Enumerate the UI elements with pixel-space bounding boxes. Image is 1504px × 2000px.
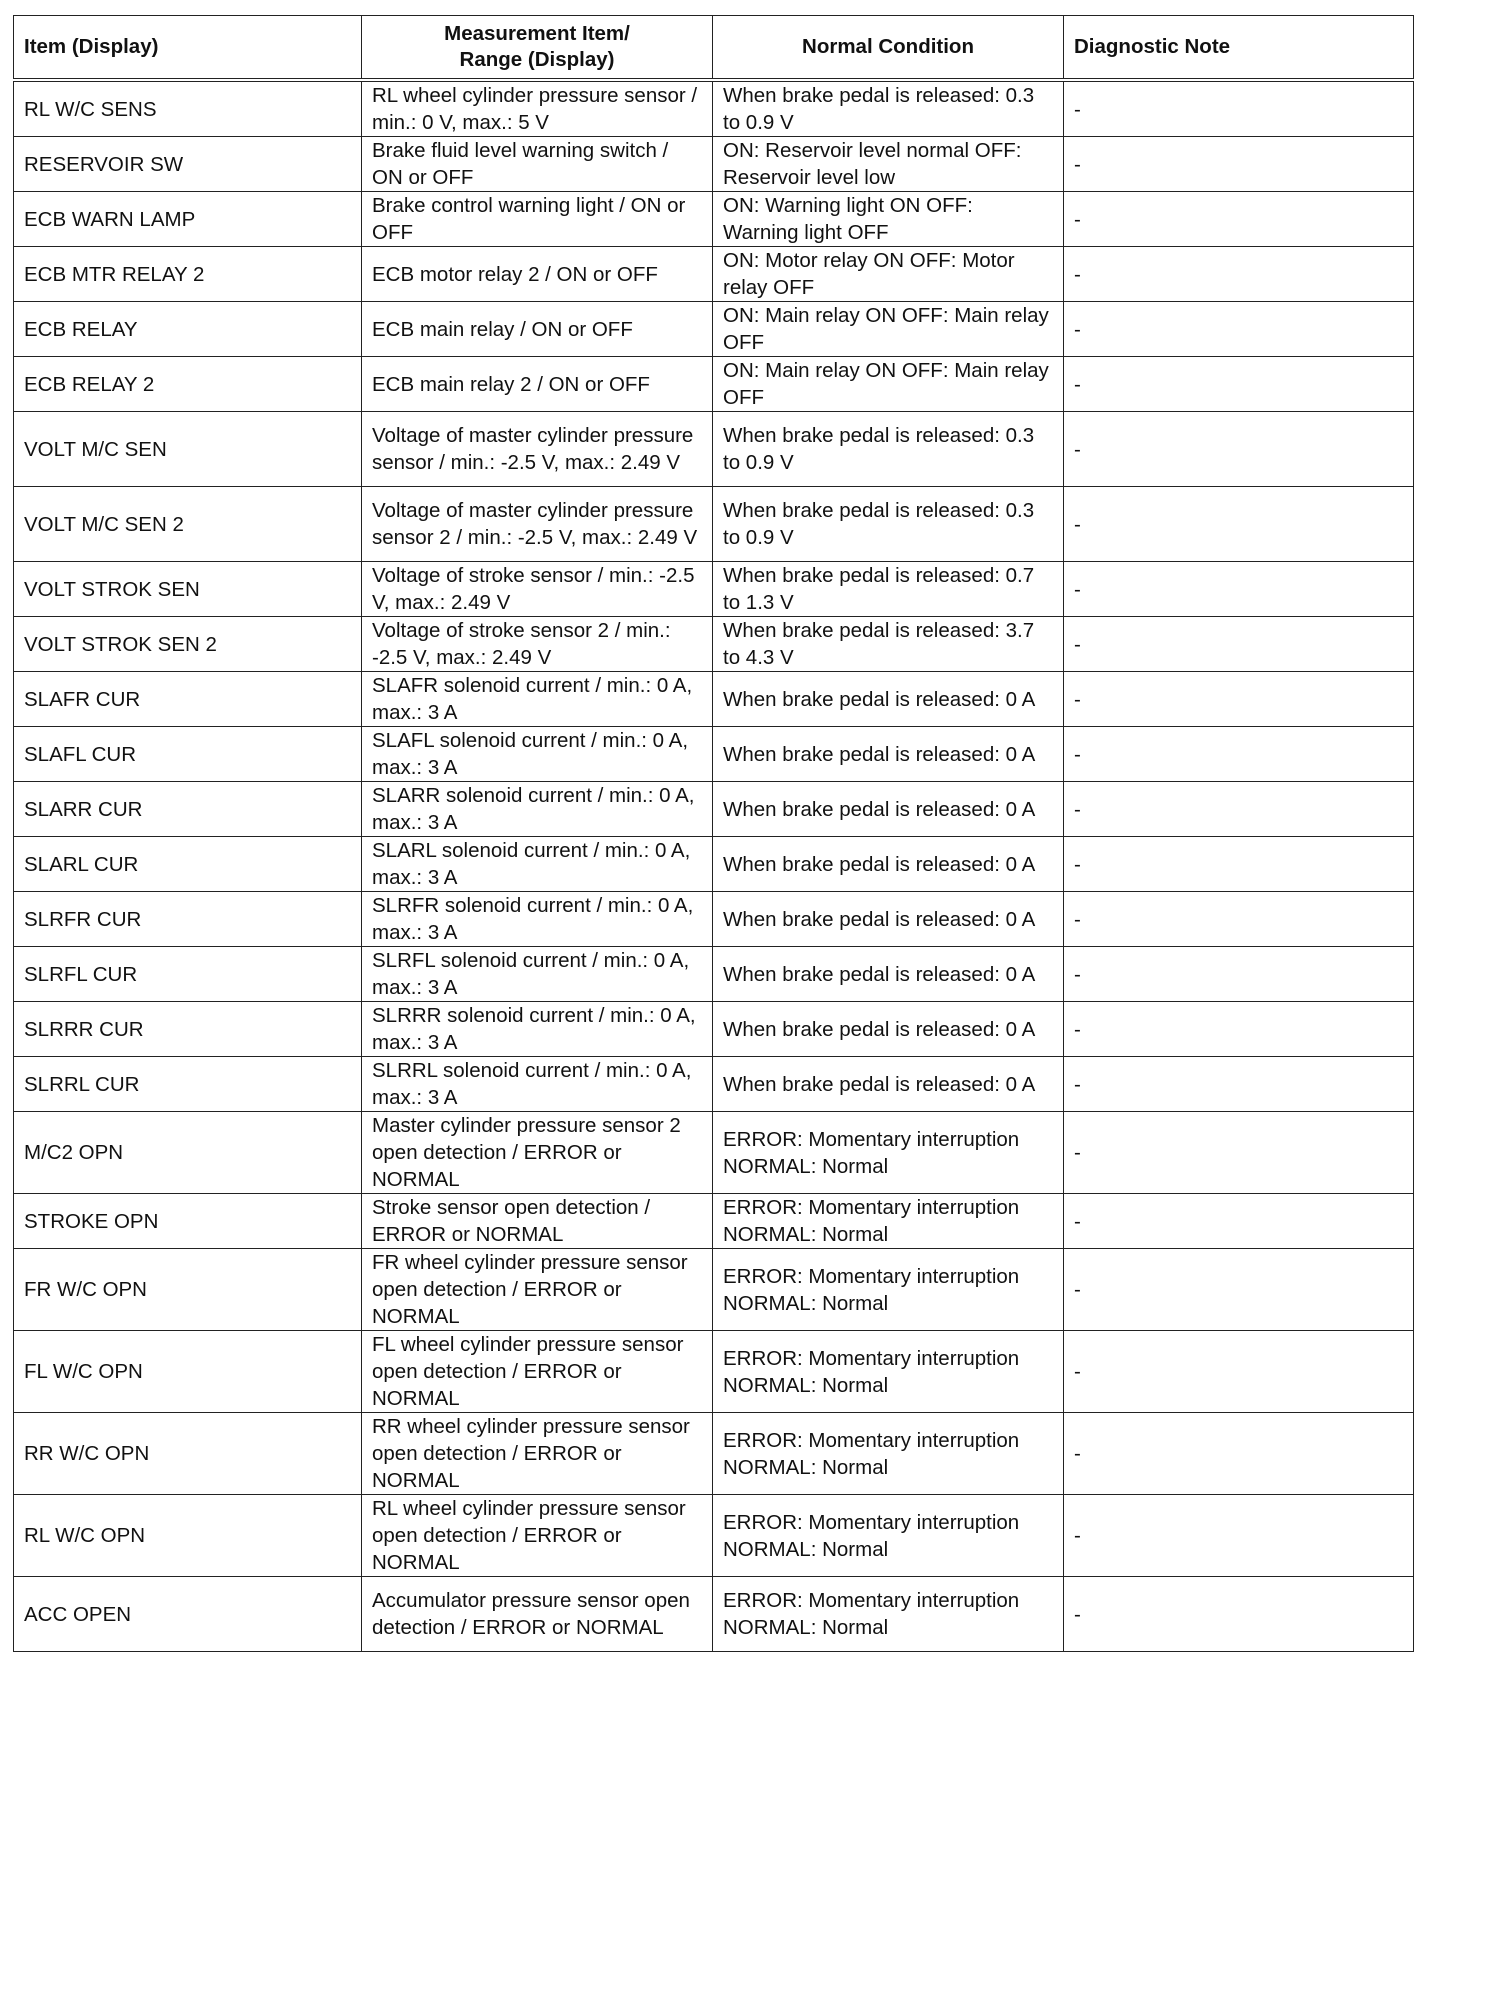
note-cell: - (1064, 192, 1414, 247)
item-cell: SLRRL CUR (14, 1057, 362, 1112)
condition-cell: When brake pedal is released: 3.7 to 4.3 V (713, 617, 1064, 672)
item-cell: SLAFR CUR (14, 672, 362, 727)
item-cell: ECB RELAY 2 (14, 357, 362, 412)
measurement-cell: Accumulator pressure sensor open detection / ERROR or NORMAL (362, 1577, 713, 1652)
condition-cell: When brake pedal is released: 0.3 to 0.9 V (713, 487, 1064, 562)
condition-cell: When brake pedal is released: 0.7 to 1.3 V (713, 562, 1064, 617)
condition-cell: ERROR: Momentary interruption NORMAL: Normal (713, 1249, 1064, 1331)
item-cell: ECB WARN LAMP (14, 192, 362, 247)
table-row (14, 247, 1414, 302)
note-cell: - (1064, 892, 1414, 947)
condition-cell: When brake pedal is released: 0 A (713, 1002, 1064, 1057)
measurement-cell: Stroke sensor open detection / ERROR or NORMAL (362, 1194, 713, 1249)
table-row (14, 947, 1414, 1002)
item-cell: RESERVOIR SW (14, 137, 362, 192)
note-cell: - (1064, 80, 1414, 137)
data-list-table (13, 15, 1414, 1652)
item-cell: FL W/C OPN (14, 1331, 362, 1413)
measurement-cell: SLRFL solenoid current / min.: 0 A, max.: 3 A (362, 947, 713, 1002)
header-note: Diagnostic Note (1064, 16, 1414, 81)
condition-cell: When brake pedal is released: 0 A (713, 672, 1064, 727)
header-measurement (362, 16, 713, 81)
note-cell: - (1064, 617, 1414, 672)
measurement-cell: FL wheel cylinder pressure sensor open detection / ERROR or NORMAL (362, 1331, 713, 1413)
measurement-cell: Master cylinder pressure sensor 2 open detection / ERROR or NORMAL (362, 1112, 713, 1194)
header-measurement-line2: Range (Display) (459, 48, 615, 71)
note-cell: - (1064, 1249, 1414, 1331)
measurement-cell: SLRRL solenoid current / min.: 0 A, max.: 3 A (362, 1057, 713, 1112)
item-cell: VOLT M/C SEN 2 (14, 487, 362, 562)
measurement-cell: RR wheel cylinder pressure sensor open detection / ERROR or NORMAL (362, 1413, 713, 1495)
condition-cell: ON: Main relay ON OFF: Main relay OFF (713, 302, 1064, 357)
condition-cell: When brake pedal is released: 0 A (713, 782, 1064, 837)
table-row (14, 357, 1414, 412)
table-row (14, 672, 1414, 727)
condition-cell: When brake pedal is released: 0 A (713, 892, 1064, 947)
condition-cell: When brake pedal is released: 0.3 to 0.9 V (713, 412, 1064, 487)
table-row (14, 617, 1414, 672)
item-cell: STROKE OPN (14, 1194, 362, 1249)
condition-cell: ON: Reservoir level normal OFF: Reservoir level low (713, 137, 1064, 192)
note-cell: - (1064, 837, 1414, 892)
measurement-cell: Voltage of master cylinder pressure sensor 2 / min.: -2.5 V, max.: 2.49 V (362, 487, 713, 562)
header-condition: Normal Condition (713, 16, 1064, 81)
note-cell: - (1064, 1194, 1414, 1249)
note-cell: - (1064, 782, 1414, 837)
item-cell: M/C2 OPN (14, 1112, 362, 1194)
table-row (14, 1413, 1414, 1495)
condition-cell: ON: Warning light ON OFF: Warning light OFF (713, 192, 1064, 247)
table-row (14, 192, 1414, 247)
note-cell: - (1064, 727, 1414, 782)
item-cell: RL W/C SENS (14, 80, 362, 137)
measurement-cell: ECB main relay / ON or OFF (362, 302, 713, 357)
measurement-cell: SLRRR solenoid current / min.: 0 A, max.: 3 A (362, 1002, 713, 1057)
condition-cell: ERROR: Momentary interruption NORMAL: Normal (713, 1495, 1064, 1577)
condition-cell: ERROR: Momentary interruption NORMAL: Normal (713, 1194, 1064, 1249)
item-cell: SLAFL CUR (14, 727, 362, 782)
note-cell: - (1064, 302, 1414, 357)
measurement-cell: RL wheel cylinder pressure sensor / min.: 0 V, max.: 5 V (362, 80, 713, 137)
measurement-cell: Voltage of stroke sensor 2 / min.: -2.5 V, max.: 2.49 V (362, 617, 713, 672)
item-cell: ECB MTR RELAY 2 (14, 247, 362, 302)
item-cell: FR W/C OPN (14, 1249, 362, 1331)
table-row (14, 1495, 1414, 1577)
item-cell: VOLT STROK SEN 2 (14, 617, 362, 672)
note-cell: - (1064, 412, 1414, 487)
note-cell: - (1064, 1495, 1414, 1577)
condition-cell: When brake pedal is released: 0.3 to 0.9 V (713, 80, 1064, 137)
table-row (14, 1002, 1414, 1057)
table-row (14, 1194, 1414, 1249)
note-cell: - (1064, 487, 1414, 562)
item-cell: SLRRR CUR (14, 1002, 362, 1057)
item-cell: SLRFR CUR (14, 892, 362, 947)
table-row (14, 892, 1414, 947)
table-row (14, 80, 1414, 137)
table-row (14, 562, 1414, 617)
measurement-cell: SLAFR solenoid current / min.: 0 A, max.: 3 A (362, 672, 713, 727)
table-row (14, 487, 1414, 562)
measurement-cell: RL wheel cylinder pressure sensor open detection / ERROR or NORMAL (362, 1495, 713, 1577)
header-item: Item (Display) (14, 16, 362, 81)
table-row (14, 1249, 1414, 1331)
item-cell: VOLT STROK SEN (14, 562, 362, 617)
table-row (14, 1577, 1414, 1652)
measurement-cell: SLARR solenoid current / min.: 0 A, max.: 3 A (362, 782, 713, 837)
note-cell: - (1064, 1577, 1414, 1652)
condition-cell: ERROR: Momentary interruption NORMAL: Normal (713, 1577, 1064, 1652)
table-row (14, 1057, 1414, 1112)
condition-cell: ERROR: Momentary interruption NORMAL: Normal (713, 1413, 1064, 1495)
table-row (14, 137, 1414, 192)
note-cell: - (1064, 1331, 1414, 1413)
header-measurement-line1: Measurement Item/ (444, 22, 630, 45)
measurement-cell: Brake fluid level warning switch / ON or OFF (362, 137, 713, 192)
measurement-cell: Brake control warning light / ON or OFF (362, 192, 713, 247)
measurement-cell: Voltage of master cylinder pressure sensor / min.: -2.5 V, max.: 2.49 V (362, 412, 713, 487)
note-cell: - (1064, 247, 1414, 302)
measurement-cell: ECB main relay 2 / ON or OFF (362, 357, 713, 412)
table-header-row (14, 16, 1414, 81)
table-body (14, 80, 1414, 1652)
note-cell: - (1064, 562, 1414, 617)
condition-cell: ON: Main relay ON OFF: Main relay OFF (713, 357, 1064, 412)
table-row (14, 302, 1414, 357)
note-cell: - (1064, 357, 1414, 412)
item-cell: SLARL CUR (14, 837, 362, 892)
note-cell: - (1064, 947, 1414, 1002)
note-cell: - (1064, 1057, 1414, 1112)
table-row (14, 727, 1414, 782)
condition-cell: ON: Motor relay ON OFF: Motor relay OFF (713, 247, 1064, 302)
item-cell: SLARR CUR (14, 782, 362, 837)
item-cell: RR W/C OPN (14, 1413, 362, 1495)
measurement-cell: Voltage of stroke sensor / min.: -2.5 V, max.: 2.49 V (362, 562, 713, 617)
item-cell: ECB RELAY (14, 302, 362, 357)
note-cell: - (1064, 1413, 1414, 1495)
note-cell: - (1064, 1112, 1414, 1194)
item-cell: ACC OPEN (14, 1577, 362, 1652)
table-row (14, 782, 1414, 837)
measurement-cell: SLRFR solenoid current / min.: 0 A, max.: 3 A (362, 892, 713, 947)
table-row (14, 1112, 1414, 1194)
table-row (14, 837, 1414, 892)
note-cell: - (1064, 672, 1414, 727)
measurement-cell: ECB motor relay 2 / ON or OFF (362, 247, 713, 302)
measurement-cell: SLARL solenoid current / min.: 0 A, max.: 3 A (362, 837, 713, 892)
condition-cell: ERROR: Momentary interruption NORMAL: Normal (713, 1112, 1064, 1194)
condition-cell: When brake pedal is released: 0 A (713, 947, 1064, 1002)
note-cell: - (1064, 137, 1414, 192)
condition-cell: ERROR: Momentary interruption NORMAL: Normal (713, 1331, 1064, 1413)
table-row (14, 412, 1414, 487)
item-cell: RL W/C OPN (14, 1495, 362, 1577)
measurement-cell: FR wheel cylinder pressure sensor open detection / ERROR or NORMAL (362, 1249, 713, 1331)
item-cell: SLRFL CUR (14, 947, 362, 1002)
condition-cell: When brake pedal is released: 0 A (713, 837, 1064, 892)
measurement-cell: SLAFL solenoid current / min.: 0 A, max.: 3 A (362, 727, 713, 782)
note-cell: - (1064, 1002, 1414, 1057)
item-cell: VOLT M/C SEN (14, 412, 362, 487)
condition-cell: When brake pedal is released: 0 A (713, 1057, 1064, 1112)
condition-cell: When brake pedal is released: 0 A (713, 727, 1064, 782)
table-row (14, 1331, 1414, 1413)
